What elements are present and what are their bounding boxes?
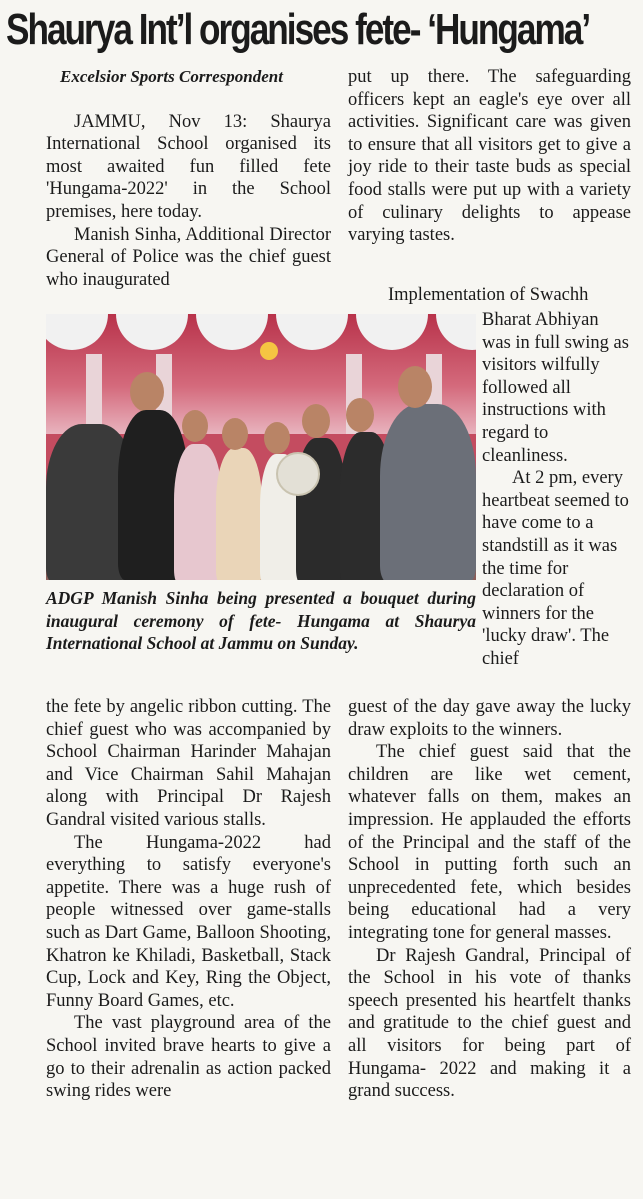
paragraph: Bharat Abhiyan was in full swing as visitors wilfully followed all instructions with regard to cleanliness. [482,310,629,466]
photo-caption: ADGP Manish Sinha being presented a bouquet during inaugural ceremony of fete- Hungama at Shaurya International School at Jammu on Sunday. [46,588,476,654]
paragraph: the fete by angelic ribbon cutting. The chief guest who was accompanied by School Chairman Harinder Mahajan and Vice Chairman Sahil Mahajan along with Principal Dr Rajesh Gandral visited various stalls. [46,697,331,830]
paragraph: Manish Sinha, Additional Director General of Police was the chief guest who inaugurated [46,224,331,290]
paragraph: Implementation of Swachh [388,285,589,305]
paragraph: At 2 pm, every heartbeat seemed to have come to a standstill as it was the time for declaration of winners for the 'lucky draw'. The chief [482,468,629,669]
paragraph: guest of the day gave away the lucky draw exploits to the winners. [348,697,631,740]
paragraph: put up there. The safeguarding officers kept an eagle's eye over all activities. Significant care was given to ensure that all visitors get to give a joy ride to their taste buds as special food stalls were put up with a variety of culinary delights to appease varying tastes. [348,67,631,246]
article-column-1 [46,66,331,291]
paragraph: JAMMU, Nov 13: Shaurya International School organised its most awaited fun filled fete 'Hungama-2022' in the School premises, here today. [46,111,331,222]
article-column-2-continued [348,284,631,307]
paragraph: The vast playground area of the School invited brave hearts to give a go to their adrenalin as action packed swing rides were [46,1013,331,1102]
article-column-2 [348,66,631,247]
byline: Excelsior Sports Correspondent [60,67,283,86]
paragraph: The Hungama-2022 had everything to satisfy everyone's appetite. There was a huge rush of people witnessed over game-stalls such as Dart Game, Balloon Shooting, Khatron ke Khiladi, Basketball, Stack Cup, Lock and Key, Ring the Object, Funny Board Games, etc. [46,832,331,1011]
article-column-3 [46,696,331,1103]
headline: Shaurya Int’l organises fete- ‘Hungama’ [6,5,590,54]
photo-wrap-text [482,309,632,671]
paragraph: The chief guest said that the children are like wet cement, whatever falls on them, makes an impression. He applauded the efforts of the Principal and the staff of the School in putting forth such an unprecedented fete, which besides being educational had a very integrating tone for general masses. [348,742,631,943]
news-photo [46,314,476,580]
article-column-4 [348,696,631,1103]
paragraph: Dr Rajesh Gandral, Principal of the School in his vote of thanks speech presented his heartfelt thanks and gratitude to the chief guest and all visitors for being part of Hungama- 2022 and making it a grand success. [348,945,631,1102]
